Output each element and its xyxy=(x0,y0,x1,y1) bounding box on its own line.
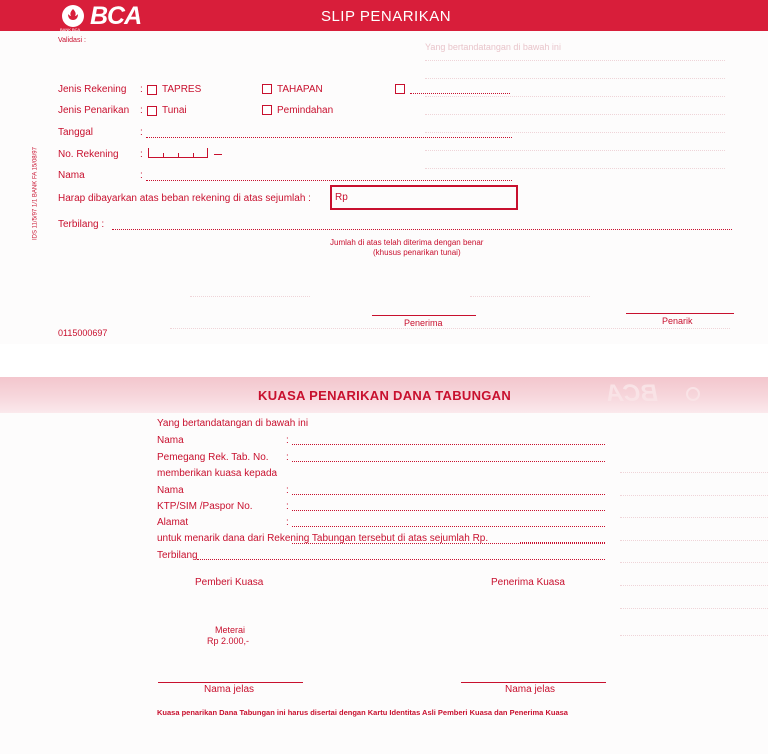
kuasa-title: KUASA PENARIKAN DANA TABUNGAN xyxy=(258,388,512,403)
jumlah-field[interactable] xyxy=(520,542,605,543)
pemberi-signature-line[interactable] xyxy=(158,682,303,683)
terbilang-field[interactable] xyxy=(112,229,732,230)
colon: : xyxy=(286,435,289,446)
pemindahan-checkbox[interactable] xyxy=(262,105,272,115)
ktp-field[interactable] xyxy=(292,510,605,511)
ktp-label: KTP/SIM /Paspor No. xyxy=(157,501,253,512)
kuasa-nama-label: Nama xyxy=(157,435,184,446)
pemberi-kuasa-label: Pemberi Kuasa xyxy=(195,577,264,588)
alamat-field-1[interactable] xyxy=(292,526,605,527)
jenis-penarikan-label: Jenis Penarikan xyxy=(58,105,130,116)
slip-title: SLIP PENARIKAN xyxy=(320,8,452,25)
tunai-checkbox[interactable] xyxy=(147,106,157,116)
pemegang-field[interactable] xyxy=(292,461,605,462)
kuasa-nama-field[interactable] xyxy=(292,444,605,445)
colon: : xyxy=(286,517,289,528)
penerima-signature-line[interactable] xyxy=(372,315,476,316)
other-account-checkbox[interactable] xyxy=(395,84,405,94)
jenis-rekening-label: Jenis Rekening xyxy=(58,84,127,95)
pemegang-label: Pemegang Rek. Tab. No. xyxy=(157,452,269,463)
nama-jelas-left: Nama jelas xyxy=(204,684,255,695)
side-code: IDS 11/5/97 1/1 BANK FA 15/08/97 xyxy=(32,147,39,240)
kuasa-intro: Yang bertandatangan di bawah ini xyxy=(157,418,309,429)
meterai-amount: Rp 2.000,- xyxy=(207,636,250,646)
kuasa-terbilang-label: Terbilang xyxy=(157,550,198,561)
penerima-kuasa-signature-line[interactable] xyxy=(461,682,606,683)
rp-prefix: Rp xyxy=(335,192,348,203)
jumlah-note-1: Jumlah di atas telah diterima dengan benar xyxy=(330,238,484,247)
bca-logo-icon xyxy=(62,5,84,27)
colon: : xyxy=(140,149,143,160)
brand-name: BCA xyxy=(90,2,142,30)
validasi-label: Validasi : xyxy=(58,37,86,44)
amount-prompt: Harap dibayarkan atas beban rekening di atas sejumlah : xyxy=(58,193,311,204)
untuk-menarik: untuk menarik dana dari Rekening Tabungan tersebut di atas sejumlah Rp. xyxy=(157,533,489,544)
tahapan-label: TAHAPAN xyxy=(277,84,323,95)
rekening-dash xyxy=(214,154,222,155)
no-rekening-boxes[interactable] xyxy=(148,148,208,158)
tunai-label: Tunai xyxy=(162,105,187,116)
other-account-field[interactable] xyxy=(410,93,510,94)
nama-field[interactable] xyxy=(146,180,512,181)
meterai-label: Meterai xyxy=(215,625,246,635)
slip-penarikan-form: Yang bertandatangan di bawah ini BANK BCA BCA SLIP PENARIKAN Validasi : IDS 11/5/97 1/1 BANK FA 15/08/97 Jenis Rekening : TAPRES TAHAPAN Jenis Penarikan : Tunai Pemindahan Tanggal : No. Rekening : Nama : Harap dibayarkan atas beban rekening di atas sejumlah : Rp Terbilang : Jumlah di atas telah diterima dengan benar (khusus penarikan tunai) Penerima Penarik 0115000697 xyxy=(0,0,768,344)
colon: : xyxy=(286,485,289,496)
amount-box[interactable] xyxy=(330,185,518,210)
alamat-label: Alamat xyxy=(157,517,189,528)
penerima-label: Penerima xyxy=(404,318,443,328)
pemindahan-label: Pemindahan xyxy=(277,105,334,116)
nama-label: Nama xyxy=(58,170,85,181)
jumlah-note-2: (khusus penarikan tunai) xyxy=(373,248,461,257)
logo-caption: BANK BCA xyxy=(60,27,81,32)
kuasa-terbilang-field[interactable] xyxy=(197,559,605,560)
colon: : xyxy=(286,452,289,463)
kuasa-penarikan-form xyxy=(0,377,768,754)
colon: : xyxy=(140,170,143,181)
tapres-checkbox[interactable] xyxy=(147,85,157,95)
bca-watermark-icon xyxy=(686,387,700,401)
tanggal-label: Tanggal xyxy=(58,127,94,138)
kuasa-nama2-label: Nama xyxy=(157,485,184,496)
tapres-label: TAPRES xyxy=(162,84,202,95)
serial-number: 0115000697 xyxy=(58,328,108,338)
bca-watermark: BCA xyxy=(606,380,658,407)
nama-jelas-right: Nama jelas xyxy=(505,684,556,695)
tanggal-field[interactable] xyxy=(146,137,512,138)
penarik-signature-line[interactable] xyxy=(626,313,734,314)
memberikan-kuasa: memberikan kuasa kepada xyxy=(157,468,278,479)
penarik-label: Penarik xyxy=(662,316,693,326)
terbilang-label: Terbilang : xyxy=(58,219,105,230)
no-rekening-label: No. Rekening xyxy=(58,149,119,160)
kuasa-nama2-field[interactable] xyxy=(292,494,605,495)
tahapan-checkbox[interactable] xyxy=(262,84,272,94)
colon: : xyxy=(286,501,289,512)
footer-note: Kuasa penarikan Dana Tabungan ini harus disertai dengan Kartu Identitas Asli Pemberi Kuasa dan Penerima Kuasa xyxy=(157,708,568,717)
colon: : xyxy=(140,127,143,138)
colon: : xyxy=(140,84,143,95)
colon: : xyxy=(140,105,143,116)
penerima-kuasa-label: Penerima Kuasa xyxy=(491,577,565,588)
